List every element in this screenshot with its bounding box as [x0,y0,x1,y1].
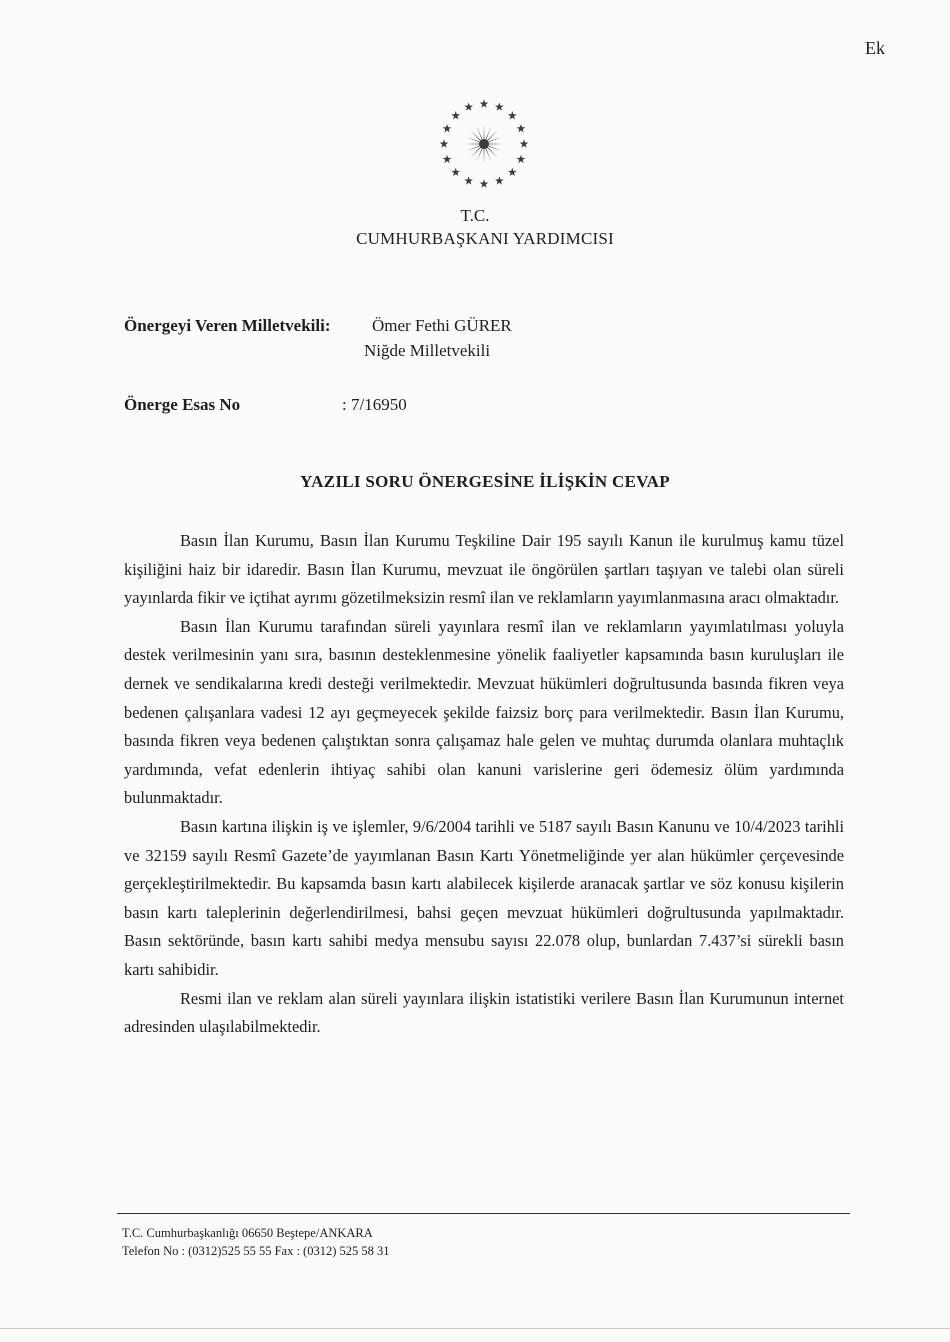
seal-star [464,176,473,184]
footer [122,1224,390,1260]
sun-ray [488,137,502,143]
seal-star [480,179,489,187]
seal-star [517,155,526,163]
deputy-label: Önergeyi Veren Milletvekili: [124,316,331,335]
sun-ray [477,148,483,162]
paragraph-4: Resmi ilan ve reklam alan süreli yayınlara ilişkin istatistiki verilere Basın İlan Kurumunun internet adresinden ulaşılabilmektedir. [124,988,844,1037]
letterhead-office: CUMHURBAŞKANI YARDIMCISI [356,229,614,248]
seal-star [440,139,449,147]
deputy-title: Niğde Milletvekili [364,341,491,360]
seal-star [517,124,526,132]
sun-ray [471,147,482,158]
seal-star [451,168,460,176]
sun-ray [465,144,480,145]
letterhead-line-1: T.C. [460,206,490,225]
document-heading: YAZILI SORU ÖNERGESİNE İLİŞKİN CEVAP [300,472,670,491]
sun-ray [487,131,498,142]
seal-star [520,139,529,147]
scan-edge-line [0,1328,950,1329]
sun-ray [487,147,498,158]
answer-body [124,527,844,1042]
motion-number: : 7/16950 [342,395,407,414]
presidential-seal-icon [432,92,536,196]
motion-label: Önerge Esas No [124,395,241,414]
footer-contact: Telefon No : (0312)525 55 55 Fax : (0312) 525 58 31 [122,1244,390,1258]
paragraph-2: Basın İlan Kurumu tarafından süreli yayınlara resmî ilan ve reklamların yayımlatılması yoluyla destek verilmesinin yanı sıra, basının desteklenmesine yönelik faaliyetler kapsamında basın kuruluşları ile dernek ve sendikalarına kredi desteği verilmektedir. Mevzuat hükümleri doğrultusunda basında fikren veya bedenen çalışanlara vadesi 12 ayı geçmeyecek şekilde faizsiz borç para verilmektedir. Basın İlan Kurumu, basında fikren veya bedenen çalıştıktan sonra çalışamaz hale gelen ve muhtaç durumda olanlara muhtaçlık yardımında, vefat edenlerin ihtiyaç sahibi olan kanuni varislerine geri ödemesiz ölüm yardımında bulunmaktadır. [124,616,844,808]
sun-center [479,139,489,149]
seal-star [508,111,517,119]
sun-ray [485,148,491,162]
seal-star [508,168,517,176]
sun-ray [466,145,480,151]
sun-ray [477,126,483,140]
sun-ray [488,145,502,151]
seal-star [443,124,452,132]
sun-ray [471,131,482,142]
sun-ray [488,144,503,145]
sun-ray [466,137,480,143]
footer-address: T.C. Cumhurbaşkanlığı 06650 Beştepe/ANKARA [122,1226,373,1240]
footer-divider [117,1213,850,1214]
seal-star [480,99,489,107]
paragraph-1: Basın İlan Kurumu, Basın İlan Kurumu Teşkiline Dair 195 sayılı Kanun ile kurulmuş kamu tüzel kişiliğini haiz bir idaredir. Basın İlan Kurumu, mevzuat ile öngörülen şartları taşıyan ve talebi olan süreli yayınlarda fikir ve içtihat ayrımı gözetilmeksizin resmî ilan ve reklamların yayımlanmasına aracı olmaktadır. [124,531,844,608]
seal-star [495,176,504,184]
seal-star [451,111,460,119]
sun-ray [484,125,485,140]
seal-star [495,102,504,110]
sun-ray [484,148,485,163]
corner-note: Ek [865,38,885,58]
seal-star [464,102,473,110]
paragraph-3: Basın kartına ilişkin iş ve işlemler, 9/6/2004 tarihli ve 5187 sayılı Basın Kanunu ve 10/4/2023 tarihli ve 32159 sayılı Resmî Gazete’de yayımlanan Basın Kartı Yönetmeliğinde yer alan hükümler çerçevesinde gerçekleştirilmektedir. Bu kapsamda basın kartı alabilecek kişilerde aranacak şartlar ve söz konusu kişilerin basın kartı taleplerinin değerlendirilmesi, bahsi geçen mevzuat hükümleri doğrultusunda yapılmaktadır. Basın sektöründe, basın kartı sahibi medya mensubu sayısı 22.078 olup, bunlardan 7.437’si sürekli basın kartı sahibidir. [124,816,844,979]
sun-ray [485,126,491,140]
deputy-name: Ömer Fethi GÜRER [372,316,512,335]
seal-star [443,155,452,163]
